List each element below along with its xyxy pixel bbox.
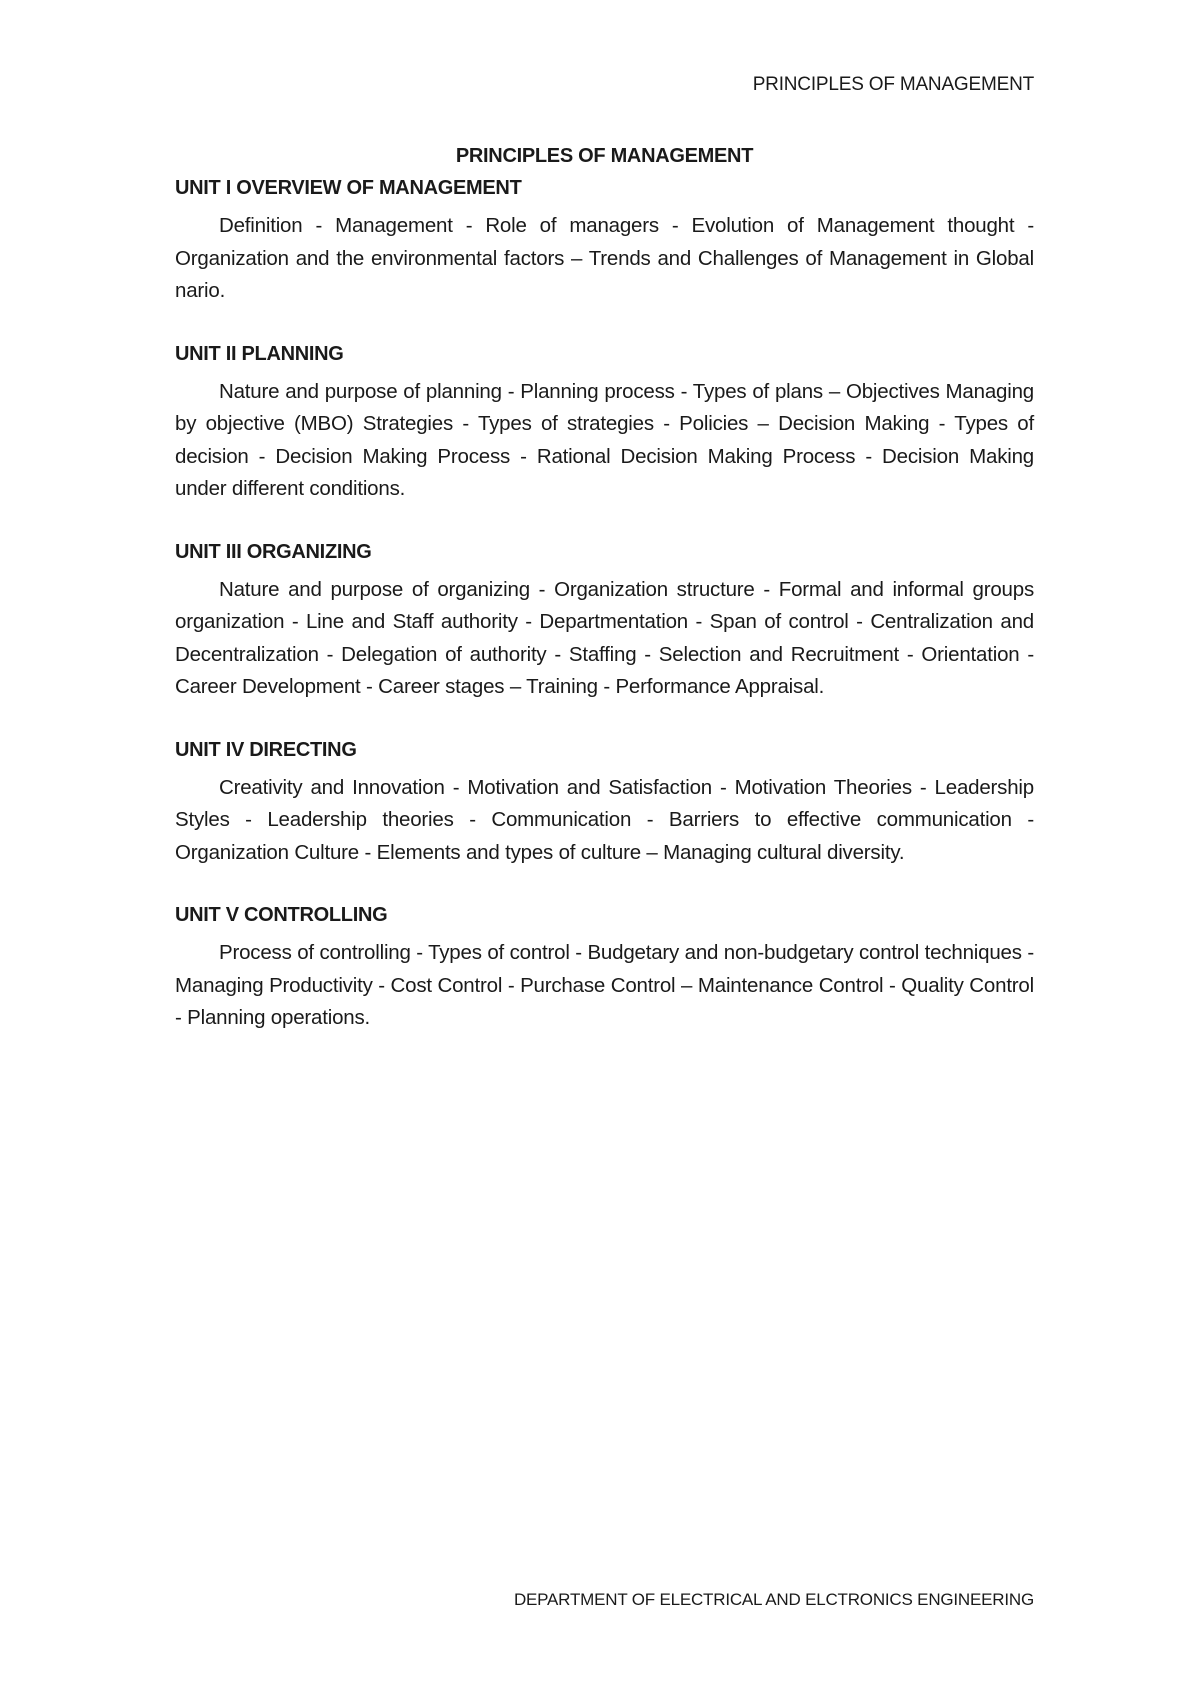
running-header: PRINCIPLES OF MANAGEMENT — [752, 74, 1034, 95]
unit-description: Process of controlling - Types of control - Budgetary and non-budgetary control techniques - Managing Productivity - Cost Control - Purchase Control – Maintenance Control - Quality Control - Planning operations. — [175, 941, 1034, 1029]
unit-4-section — [175, 739, 1034, 870]
unit-heading: UNIT I OVERVIEW OF MANAGEMENT — [175, 177, 522, 199]
unit-heading: UNIT V CONTROLLING — [175, 904, 388, 926]
unit-1-section — [175, 177, 1034, 308]
document-title: PRINCIPLES OF MANAGEMENT — [455, 145, 754, 167]
unit-description: Nature and purpose of planning - Planning process - Types of plans – Objectives Managing by objective (MBO) Strategies - Types of strategies - Policies – Decision Making - Types of decision - Decision Making Process - Rational Decision Making Process - Decision Making under different conditions. — [175, 379, 1034, 500]
unit-description: Nature and purpose of organizing - Organization structure - Formal and informal groups organization - Line and Staff authority - Departmentation - Span of control - Centralization and Decentralization - Delegation of authority - Staffing - Selection and Recruitment - Orientation - Career Development - Career stages – Training - Performance Appraisal. — [175, 577, 1034, 698]
unit-description: Definition - Management - Role of managers - Evolution of Management thought - Organization and the environmental factors – Trends and Challenges of Management in Global nario. — [175, 214, 1034, 302]
unit-3-section — [175, 541, 1034, 704]
unit-description: Creativity and Innovation - Motivation and Satisfaction - Motivation Theories - Leadership Styles - Leadership theories - Communication - Barriers to effective communication - Organization Culture - Elements and types of culture – Managing cultural diversity. — [175, 775, 1034, 864]
unit-heading: UNIT III ORGANIZING — [175, 540, 372, 563]
unit-2-section — [175, 343, 1034, 506]
unit-heading: UNIT II PLANNING — [175, 342, 344, 365]
unit-5-section — [175, 904, 1034, 1035]
unit-heading: UNIT IV DIRECTING — [175, 738, 357, 761]
document-body — [175, 145, 1034, 1070]
department-footer: DEPARTMENT OF ELECTRICAL AND ELCTRONICS ENGINEERING — [513, 1590, 1034, 1609]
